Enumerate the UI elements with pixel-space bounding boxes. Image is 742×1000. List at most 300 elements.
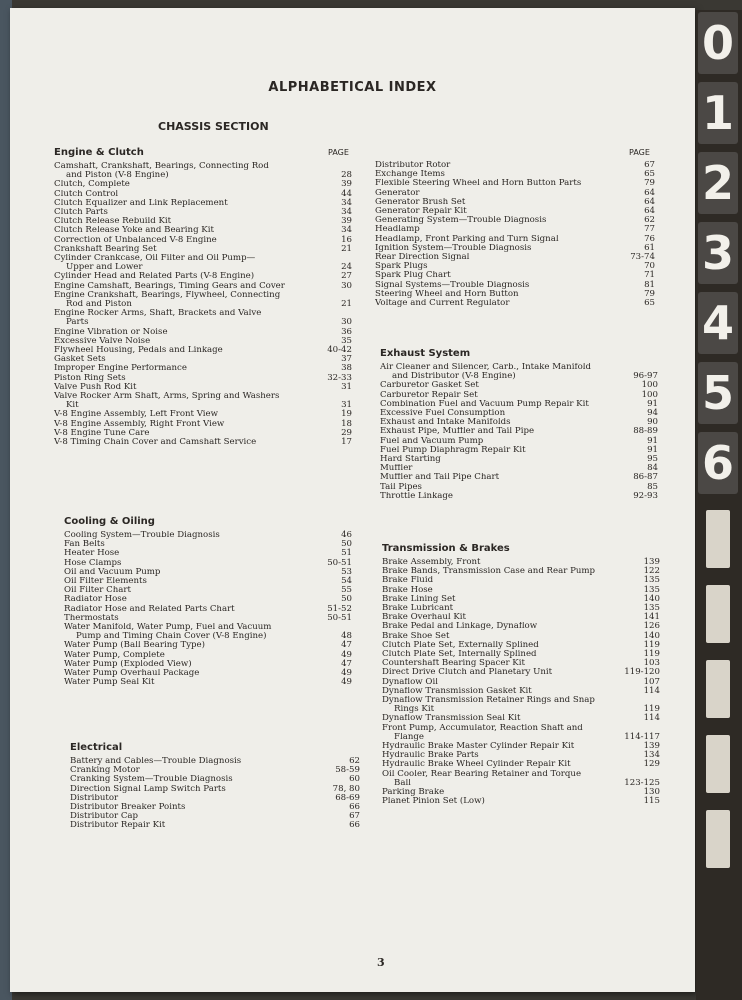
index-entry: [380, 381, 658, 390]
index-entry-page: 17: [341, 437, 352, 448]
engine-rows: [54, 162, 352, 447]
tab-3[interactable]: 3: [698, 222, 738, 284]
tab-4[interactable]: 4: [698, 292, 738, 354]
index-entry: [380, 427, 658, 436]
index-entry-page: 86-87: [633, 472, 658, 483]
index-entry-title: Camshaft, Crankshaft, Bearings, Connecting Rod: [54, 162, 269, 171]
index-entry-title: Heater Hose: [64, 549, 120, 559]
index-entry-page: 31: [341, 381, 352, 392]
index-entry-title: Hydraulic Brake Wheel Cylinder Repair Kit: [382, 760, 571, 770]
index-entry: [382, 788, 660, 797]
index-entry-title: Water Pump, Complete: [64, 650, 165, 660]
index-entry-page: 27: [341, 271, 352, 282]
index-entry-page: 85: [647, 481, 658, 492]
index-entry-title: V-8 Engine Assembly, Right Front View: [54, 419, 225, 429]
index-entry: [375, 253, 655, 262]
index-entry-title: Water Pump (Ball Bearing Type): [64, 641, 205, 651]
index-entry-title: Spark Plug Chart: [375, 271, 451, 281]
index-entry-page: 65: [644, 298, 655, 309]
index-entry-page: 78, 80: [332, 783, 360, 794]
index-entry-page: 119-120: [624, 667, 660, 678]
index-entry-title: Cooling System—Trouble Diagnosis: [64, 531, 220, 540]
index-entry-title: Air Cleaner and Silencer, Carb., Intake Manifold: [380, 363, 592, 372]
index-entry-title: Headlamp, Front Parking and Turn Signal: [375, 234, 559, 244]
index-entry: [375, 170, 655, 179]
index-entry: [54, 438, 352, 447]
index-entry-title: Water Pump Overhaul Package: [64, 669, 200, 679]
index-entry-title: and Piston (V-8 Engine): [66, 171, 169, 181]
index-entry-title: Generator Repair Kit: [375, 207, 467, 217]
tab-6[interactable]: 6: [698, 432, 738, 494]
index-entry-page: 79: [644, 178, 655, 189]
index-entry-title: Signal Systems—Trouble Diagnosis: [375, 280, 530, 290]
index-entry: [54, 171, 352, 180]
index-entry: [382, 770, 660, 779]
index-entry-page: 81: [644, 279, 655, 290]
index-entry-page: 107: [643, 676, 660, 687]
engine-heading: Engine & Clutch: [54, 147, 144, 158]
index-entry: [382, 705, 660, 714]
index-entry-page: 140: [643, 630, 660, 641]
index-entry-page: 39: [341, 216, 352, 227]
index-entry-title: Generator: [375, 188, 420, 198]
index-entry-title: Clutch Release Rebuild Kit: [54, 217, 172, 227]
index-entry: [380, 372, 658, 381]
index-entry: [382, 576, 660, 585]
index-entry-title: Hard Starting: [380, 455, 441, 465]
index-entry-page: 34: [341, 225, 352, 236]
index-entry-title: Excessive Fuel Consumption: [380, 409, 506, 419]
index-entry-title: Clutch Release Yoke and Bearing Kit: [54, 226, 214, 236]
index-entry: [54, 236, 352, 245]
index-entry: [380, 400, 658, 409]
index-entry-title: Hose Clamps: [64, 558, 122, 568]
index-entry-page: 21: [341, 299, 352, 310]
index-entry: [380, 391, 658, 400]
index-entry-page: 100: [641, 380, 658, 391]
index-entry-page: 123-125: [624, 777, 660, 788]
index-entry-title: Distributor: [70, 793, 119, 803]
index-entry-title: Countershaft Bearing Spacer Kit: [382, 659, 525, 669]
index-entry-title: Direction Signal Lamp Switch Parts: [70, 784, 226, 794]
index-entry-page: 67: [349, 811, 360, 822]
index-entry: [375, 216, 655, 225]
tab-2[interactable]: 2: [698, 152, 738, 214]
index-entry-title: Hydraulic Brake Master Cylinder Repair Kit: [382, 742, 575, 752]
index-entry: [54, 364, 352, 373]
index-entry-title: Cranking System—Trouble Diagnosis: [70, 775, 233, 785]
transmission-heading: Transmission & Brakes: [382, 543, 510, 554]
index-entry: [375, 271, 655, 280]
page-column-label-left: PAGE: [328, 148, 349, 157]
index-entry-page: 32-33: [327, 372, 352, 383]
index-entry: [54, 318, 352, 327]
index-entry-title: Tail Pipes: [380, 482, 422, 492]
tab-blank-4[interactable]: [706, 735, 730, 793]
index-entry-page: 29: [341, 427, 352, 438]
index-entry-title: Hydraulic Brake Parts: [382, 751, 479, 761]
index-entry: [64, 577, 352, 586]
index-entry: [375, 207, 655, 216]
index-entry-page: 76: [644, 233, 655, 244]
index-entry-title: Oil Filter Chart: [64, 586, 131, 596]
index-entry-page: 84: [647, 463, 658, 474]
tab-blank-5[interactable]: [706, 810, 730, 868]
index-entry-page: 77: [644, 224, 655, 235]
index-entry: [375, 235, 655, 244]
index-entry-page: 65: [644, 169, 655, 180]
index-entry-title: Muffler and Tail Pipe Chart: [380, 473, 500, 483]
index-entry: [70, 812, 360, 821]
index-entry-title: Exhaust Pipe, Muffler and Tail Pipe: [380, 427, 535, 437]
index-entry-title: Brake Shoe Set: [382, 631, 450, 641]
index-entry: [70, 821, 360, 830]
index-entry: [54, 337, 352, 346]
index-entry: [54, 162, 352, 171]
index-entry-page: 139: [643, 741, 660, 752]
index-entry: [54, 346, 352, 355]
index-entry: [382, 668, 660, 677]
index-entry-title: Brake Hose: [382, 585, 433, 595]
index-entry: [64, 559, 352, 568]
index-entry-page: 61: [644, 242, 655, 253]
index-entry-page: 134: [643, 750, 660, 761]
index-entry-title: Clutch Equalizer and Link Replacement: [54, 198, 228, 208]
index-entry: [375, 225, 655, 234]
index-entry: [54, 420, 352, 429]
index-entry-title: Exchange Items: [375, 170, 445, 180]
tab-blank-1[interactable]: [706, 510, 730, 568]
index-entry-page: 34: [341, 207, 352, 218]
index-entry-title: Combination Fuel and Vacuum Pump Repair Kit: [380, 399, 589, 409]
index-entry-page: 62: [644, 215, 655, 226]
index-entry-page: 50: [341, 594, 352, 605]
index-entry-page: 95: [647, 454, 658, 465]
index-page: [10, 8, 695, 992]
page-column-label-right: PAGE: [629, 148, 650, 157]
index-entry-title: Brake Pedal and Linkage, Dynaflow: [382, 622, 538, 632]
index-entry-title: Gasket Sets: [54, 355, 106, 365]
index-entry-title: Dynaflow Transmission Gasket Kit: [382, 686, 532, 696]
index-entry: [375, 299, 655, 308]
page-number: 3: [377, 956, 385, 969]
index-entry-page: 88-89: [633, 426, 658, 437]
index-entry-page: 122: [643, 566, 660, 577]
index-entry-title: Oil Filter Elements: [64, 577, 147, 587]
index-entry: [64, 678, 352, 687]
tab-blank-2[interactable]: [706, 585, 730, 643]
index-entry: [70, 757, 360, 766]
index-entry: [380, 464, 658, 473]
index-entry: [375, 281, 655, 290]
index-entry-title: Dynaflow Oil: [382, 677, 438, 687]
index-entry-page: 40-42: [327, 345, 352, 356]
index-entry-page: 91: [647, 435, 658, 446]
index-entry-title: Generator Brush Set: [375, 197, 466, 207]
index-entry-page: 55: [341, 585, 352, 596]
index-entry-page: 31: [341, 400, 352, 411]
index-entry-page: 114-117: [624, 731, 660, 742]
index-entry-page: 91: [647, 398, 658, 409]
index-entry-page: 47: [341, 640, 352, 651]
index-entry: [382, 622, 660, 631]
index-entry-title: Battery and Cables—Trouble Diagnosis: [70, 757, 242, 766]
index-entry-title: Carburetor Repair Set: [380, 390, 478, 400]
index-entry-title: Crankshaft Bearing Set: [54, 244, 157, 254]
index-entry: [54, 309, 352, 318]
index-entry-title: Water Pump (Exploded View): [64, 659, 192, 669]
tab-5[interactable]: 5: [698, 362, 738, 424]
index-entry-page: 24: [341, 262, 352, 273]
index-entry-title: V-8 Engine Assembly, Left Front View: [54, 410, 218, 420]
index-entry: [54, 300, 352, 309]
index-entry-title: Front Pump, Accumulator, Reaction Shaft and: [382, 723, 583, 733]
index-entry-page: 79: [644, 288, 655, 299]
index-entry: [380, 446, 658, 455]
index-entry-title: Voltage and Current Regulator: [375, 299, 510, 309]
index-entry-page: 115: [643, 796, 660, 807]
index-entry-title: Radiator Hose: [64, 595, 127, 605]
index-entry: [54, 254, 352, 263]
index-entry: [382, 641, 660, 650]
index-entry: [64, 669, 352, 678]
index-entry: [70, 803, 360, 812]
index-entry: [64, 605, 352, 614]
index-entry-title: Oil Cooler, Rear Bearing Retainer and Torque: [382, 769, 582, 779]
index-entry: [54, 374, 352, 383]
index-entry: [380, 363, 658, 372]
index-entry-title: Brake Fluid: [382, 576, 434, 586]
index-entry: [54, 410, 352, 419]
index-entry: [380, 473, 658, 482]
index-entry: [382, 632, 660, 641]
index-entry-title: Flywheel Housing, Pedals and Linkage: [54, 346, 223, 356]
index-entry-title: Engine Crankshaft, Bearings, Flywheel, Connecting: [54, 290, 281, 300]
index-entry-page: 47: [341, 658, 352, 669]
index-entry-title: Oil and Vacuum Pump: [64, 567, 161, 577]
index-entry: [375, 244, 655, 253]
index-entry-title: Clutch Parts: [54, 208, 108, 218]
index-entry-title: Clutch, Complete: [54, 180, 130, 190]
index-entry-page: 73-74: [630, 252, 655, 263]
index-entry-title: Cranking Motor: [70, 766, 140, 776]
index-entry: [70, 785, 360, 794]
index-entry: [64, 641, 352, 650]
index-entry-page: 139: [643, 557, 660, 567]
index-entry: [380, 437, 658, 446]
index-entry-page: 54: [341, 576, 352, 587]
tab-blank-3[interactable]: [706, 660, 730, 718]
index-entry: [54, 199, 352, 208]
index-entry: [70, 794, 360, 803]
electrical-continued-rows: [375, 161, 655, 308]
index-entry-page: 66: [349, 802, 360, 813]
index-entry: [382, 724, 660, 733]
index-entry-page: 48: [341, 631, 352, 642]
tab-1[interactable]: 1: [698, 82, 738, 144]
index-entry-page: 114: [643, 713, 660, 724]
index-entry-page: 94: [647, 408, 658, 419]
index-entry-page: 39: [341, 179, 352, 190]
index-entry: [64, 623, 352, 632]
index-entry-title: Parking Brake: [382, 788, 445, 798]
index-entry: [382, 604, 660, 613]
index-entry: [54, 245, 352, 254]
index-entry-title: Rings Kit: [394, 705, 435, 715]
index-entry: [382, 696, 660, 705]
index-entry-title: Headlamp: [375, 225, 420, 235]
index-entry: [382, 760, 660, 769]
index-entry: [70, 775, 360, 784]
index-entry-title: Brake Lining Set: [382, 594, 456, 604]
index-entry-page: 68-69: [335, 792, 360, 803]
index-entry-title: Upper and Lower: [66, 263, 143, 273]
index-entry-title: Brake Bands, Transmission Case and Rear Pump: [382, 567, 596, 577]
index-entry-page: 16: [341, 234, 352, 245]
index-entry-title: Engine Camshaft, Bearings, Timing Gears and Cover: [54, 281, 285, 291]
index-entry-page: 119: [643, 649, 660, 660]
index-entry: [64, 568, 352, 577]
index-entry-title: Brake Assembly, Front: [382, 558, 481, 567]
index-entry-title: Parts: [66, 318, 89, 328]
index-entry: [54, 355, 352, 364]
index-entry: [380, 409, 658, 418]
index-entry-page: 130: [643, 787, 660, 798]
page-title: ALPHABETICAL INDEX: [268, 80, 437, 95]
electrical-continued-section: [375, 161, 655, 308]
index-entry: [54, 392, 352, 401]
electrical-rows: [70, 757, 360, 831]
index-entry-title: Fan Belts: [64, 540, 105, 550]
index-entry-page: 92-93: [633, 490, 658, 501]
exhaust-rows: [380, 363, 658, 501]
index-entry-title: Clutch Plate Set, Internally Splined: [382, 650, 537, 660]
index-entry-page: 21: [341, 243, 352, 254]
index-entry: [64, 651, 352, 660]
index-entry-page: 64: [644, 196, 655, 207]
index-entry: [375, 179, 655, 188]
index-entry-page: 53: [341, 566, 352, 577]
index-entry-page: 51-52: [327, 603, 352, 614]
index-entry-title: Water Pump Seal Kit: [64, 678, 155, 688]
index-entry: [382, 714, 660, 723]
index-entry-page: 49: [341, 649, 352, 660]
index-entry-page: 129: [643, 759, 660, 770]
index-entry-title: and Distributor (V-8 Engine): [392, 372, 516, 382]
index-entry-page: 50-51: [327, 612, 352, 623]
index-entry-title: Exhaust and Intake Manifolds: [380, 418, 511, 428]
index-entry-title: Radiator Hose and Related Parts Chart: [64, 604, 235, 614]
index-entry: [382, 595, 660, 604]
index-entry-page: 64: [644, 187, 655, 198]
cooling-section: [64, 516, 352, 687]
index-entry-title: Thermostats: [64, 613, 119, 623]
index-entry-title: Valve Rocker Arm Shaft, Arms, Spring and Washers: [54, 392, 280, 402]
index-entry-title: Clutch Control: [54, 189, 119, 199]
index-entry-page: 103: [643, 658, 660, 669]
index-entry-title: Kit: [66, 401, 79, 411]
section-subtitle: CHASSIS SECTION: [158, 120, 269, 133]
index-entry-title: Pump and Timing Chain Cover (V-8 Engine): [76, 632, 267, 642]
electrical-heading: Electrical: [70, 742, 123, 753]
index-entry-title: Rod and Piston: [66, 300, 132, 310]
index-entry-title: Piston Ring Sets: [54, 373, 126, 383]
index-entry-title: V-8 Engine Tune Care: [54, 428, 150, 438]
index-entry-title: Ball: [394, 778, 411, 788]
index-entry-title: Direct Drive Clutch and Planetary Unit: [382, 668, 553, 678]
index-entry: [380, 492, 658, 501]
index-entry-page: 50: [341, 539, 352, 550]
index-entry-page: 126: [643, 621, 660, 632]
index-entry: [382, 797, 660, 806]
index-entry-page: 96-97: [633, 371, 658, 382]
index-entry-title: Cylinder Crankcase, Oil Filter and Oil Pump—: [54, 254, 256, 264]
index-entry-title: Fuel and Vacuum Pump: [380, 436, 484, 446]
index-entry-page: 135: [643, 603, 660, 614]
index-entry: [382, 558, 660, 567]
index-entry: [54, 328, 352, 337]
index-entry-page: 35: [341, 335, 352, 346]
index-entry-title: Carburetor Gasket Set: [380, 381, 479, 391]
transmission-section: [382, 543, 660, 806]
index-entry-title: Steering Wheel and Horn Button: [375, 289, 519, 299]
index-entry: [375, 262, 655, 271]
index-entry-page: 37: [341, 354, 352, 365]
index-entry: [382, 751, 660, 760]
index-entry-title: Distributor Cap: [70, 812, 139, 822]
index-entry: [382, 733, 660, 742]
index-entry-title: Muffler: [380, 464, 413, 474]
index-entry-page: 46: [341, 530, 352, 540]
index-entry: [64, 595, 352, 604]
exhaust-heading: Exhaust System: [380, 348, 471, 359]
index-entry: [382, 613, 660, 622]
index-entry-title: Rear Direction Signal: [375, 253, 470, 263]
index-entry: [382, 742, 660, 751]
index-entry: [375, 198, 655, 207]
index-entry-page: 140: [643, 593, 660, 604]
index-entry: [382, 779, 660, 788]
index-entry: [380, 483, 658, 492]
index-entry: [380, 455, 658, 464]
index-entry: [64, 660, 352, 669]
index-entry-title: Brake Overhaul Kit: [382, 613, 466, 623]
index-entry-page: 64: [644, 206, 655, 217]
index-entry-page: 141: [643, 612, 660, 623]
index-entry: [380, 418, 658, 427]
index-entry-title: Flange: [394, 732, 424, 742]
index-entry-page: 91: [647, 444, 658, 455]
index-entry: [54, 217, 352, 226]
index-entry-title: Flexible Steering Wheel and Horn Button Parts: [375, 179, 582, 189]
index-entry: [64, 531, 352, 540]
index-entry-page: 58-59: [335, 765, 360, 776]
index-entry-page: 30: [341, 317, 352, 328]
index-entry: [375, 161, 655, 170]
index-entry: [54, 263, 352, 272]
index-entry-title: Water Manifold, Water Pump, Fuel and Vacuum: [64, 623, 272, 633]
index-entry: [64, 540, 352, 549]
index-entry-page: 34: [341, 197, 352, 208]
index-entry-title: Distributor Breaker Points: [70, 803, 186, 813]
index-entry: [64, 586, 352, 595]
tab-0[interactable]: 0: [698, 12, 738, 74]
index-entry-page: 114: [643, 685, 660, 696]
index-entry: [70, 766, 360, 775]
index-entry: [64, 614, 352, 623]
index-entry-title: Engine Rocker Arms, Shaft, Brackets and Valve: [54, 309, 262, 319]
index-entry-title: Spark Plugs: [375, 262, 428, 272]
